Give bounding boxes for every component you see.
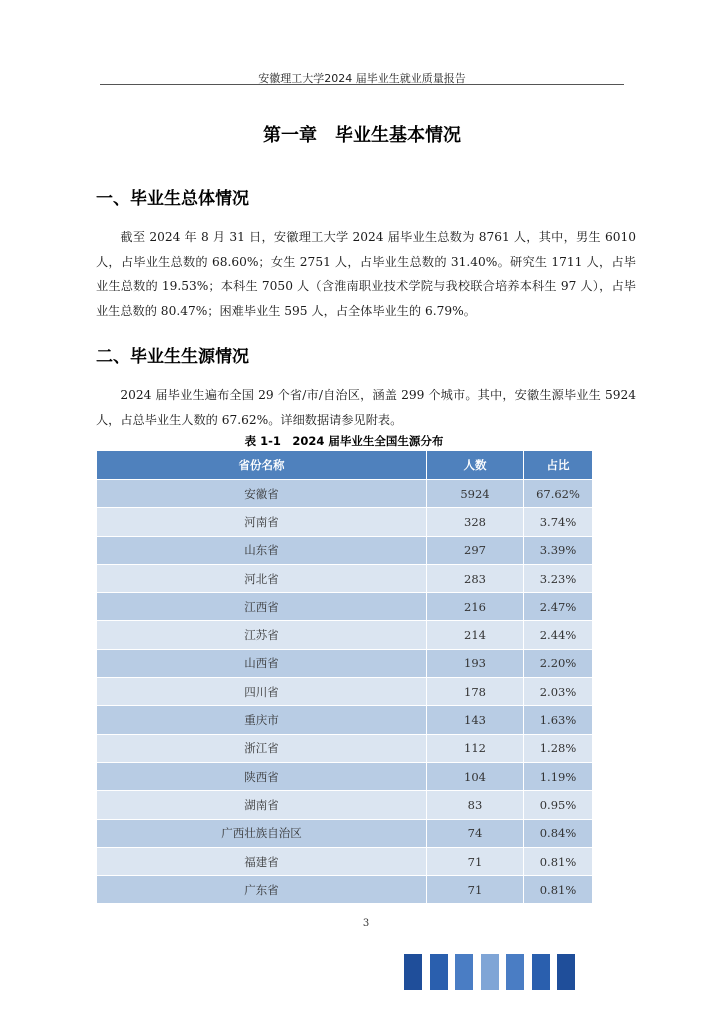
decorative-bar	[506, 954, 524, 990]
cell-count: 214	[427, 621, 524, 649]
table-row	[97, 564, 593, 592]
column-header-share: 占比	[524, 451, 593, 480]
cell-share: 0.81%	[524, 847, 593, 875]
cell-province: 江西省	[97, 593, 427, 621]
table-header-row	[97, 451, 593, 480]
table-row	[97, 819, 593, 847]
cell-share: 0.81%	[524, 876, 593, 904]
section-heading-overall: 一、毕业生总体情况	[96, 189, 249, 209]
cell-share: 1.63%	[524, 706, 593, 734]
cell-share: 3.74%	[524, 508, 593, 536]
running-header: 安徽理工大学2024 届毕业生就业质量报告	[258, 72, 466, 85]
cell-count: 74	[427, 819, 524, 847]
cell-count: 328	[427, 508, 524, 536]
cell-count: 193	[427, 649, 524, 677]
column-header-count: 人数	[427, 451, 524, 480]
cell-province: 陕西省	[97, 762, 427, 790]
decorative-bar	[404, 954, 422, 990]
cell-count: 71	[427, 847, 524, 875]
cell-count: 297	[427, 536, 524, 564]
table-row	[97, 847, 593, 875]
cell-count: 112	[427, 734, 524, 762]
cell-province: 湖南省	[97, 791, 427, 819]
cell-province: 山东省	[97, 536, 427, 564]
table-row	[97, 791, 593, 819]
cell-province: 广东省	[97, 876, 427, 904]
cell-share: 1.19%	[524, 762, 593, 790]
table-row	[97, 762, 593, 790]
table-row	[97, 734, 593, 762]
decorative-bar	[430, 954, 448, 990]
cell-count: 5924	[427, 480, 524, 508]
cell-share: 1.28%	[524, 734, 593, 762]
cell-share: 0.95%	[524, 791, 593, 819]
cell-province: 广西壮族自治区	[97, 819, 427, 847]
cell-share: 2.03%	[524, 678, 593, 706]
origin-distribution-table	[96, 450, 593, 904]
table-row	[97, 621, 593, 649]
cell-count: 143	[427, 706, 524, 734]
table-row	[97, 649, 593, 677]
decorative-bar	[481, 954, 499, 990]
table-row	[97, 876, 593, 904]
cell-share: 2.20%	[524, 649, 593, 677]
table-row	[97, 508, 593, 536]
cell-share: 67.62%	[524, 480, 593, 508]
cell-province: 浙江省	[97, 734, 427, 762]
section-paragraph-origin: 2024 届毕业生遍布全国 29 个省/市/自治区，涵盖 299 个城市。其中，安徽生源毕业生 5924 人，占总毕业生人数的 67.62%。详细数据请参见附表。	[96, 388, 636, 427]
table-caption: 表 1-1 2024 届毕业生全国生源分布	[244, 434, 444, 448]
cell-province: 江苏省	[97, 621, 427, 649]
table-row	[97, 593, 593, 621]
cell-count: 104	[427, 762, 524, 790]
decorative-bar	[532, 954, 550, 990]
header-divider	[100, 84, 624, 85]
table-body	[97, 480, 593, 904]
chapter-title: 第一章 毕业生基本情况	[263, 125, 461, 146]
cell-share: 2.44%	[524, 621, 593, 649]
cell-province: 重庆市	[97, 706, 427, 734]
table-row	[97, 706, 593, 734]
cell-province: 安徽省	[97, 480, 427, 508]
cell-province: 福建省	[97, 847, 427, 875]
cell-province: 河南省	[97, 508, 427, 536]
table-row	[97, 678, 593, 706]
cell-share: 0.84%	[524, 819, 593, 847]
decorative-bar	[455, 954, 473, 990]
cell-count: 283	[427, 564, 524, 592]
cell-count: 178	[427, 678, 524, 706]
cell-count: 71	[427, 876, 524, 904]
cell-province: 河北省	[97, 564, 427, 592]
section-heading-origin: 二、毕业生生源情况	[96, 347, 249, 367]
decorative-bar	[557, 954, 575, 990]
column-header-province: 省份名称	[97, 451, 427, 480]
cell-share: 3.23%	[524, 564, 593, 592]
section-paragraph-overall: 截至 2024 年 8 月 31 日，安徽理工大学 2024 届毕业生总数为 8761 人，其中，男生 6010 人，占毕业生总数的 68.60%；女生 2751 人，占毕业生总数的 31.40%。研究生 1711 人，占毕业生总数的 19.53%；本科生 7050 人（含淮南职业技术学院与我校联合培养本科生 97 人），占毕业生总数的 80.47%；困难毕业生 595 人，占全体毕业生的 6.79%。	[96, 230, 636, 318]
cell-count: 216	[427, 593, 524, 621]
cell-province: 山西省	[97, 649, 427, 677]
table-row	[97, 480, 593, 508]
cell-province: 四川省	[97, 678, 427, 706]
cell-count: 83	[427, 791, 524, 819]
page-number: 3	[362, 918, 370, 929]
cell-share: 3.39%	[524, 536, 593, 564]
table-row	[97, 536, 593, 564]
cell-share: 2.47%	[524, 593, 593, 621]
